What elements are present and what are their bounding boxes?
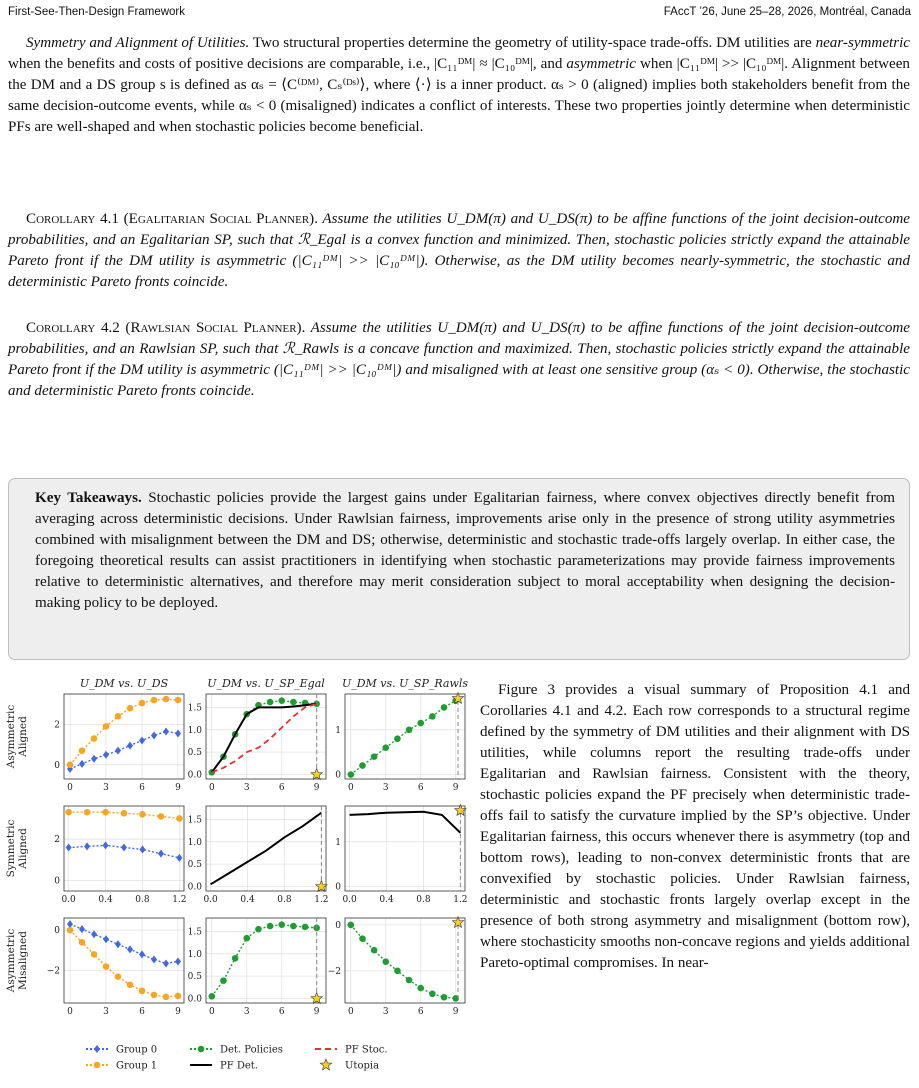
data-point [163,960,169,968]
y-tick-label: 2 [54,835,60,846]
data-point [278,697,285,704]
data-point [103,935,109,943]
data-point [176,815,183,822]
data-point [79,939,86,946]
legend-label-3: PF Det. [220,1060,258,1072]
data-point [348,771,355,778]
column-title-1: U_DM vs. U_SP_Egal [207,677,325,690]
x-tick-label: 6 [417,783,424,793]
y-tick-label: 1.5 [187,815,202,826]
data-point [175,729,181,737]
series-line-det-policies [351,701,456,775]
data-point [175,697,182,704]
data-point [91,755,97,763]
running-header [8,6,911,22]
data-point [394,735,401,742]
y-tick-label: 1 [335,837,341,848]
asymmetric-term: asymmetric [566,56,637,72]
data-point [163,727,169,735]
y-tick-label: 0 [335,882,341,893]
data-point [91,951,98,958]
y-tick-label: 0.5 [187,748,202,759]
data-point [79,925,85,933]
x-tick-label: 9 [313,783,320,793]
data-point [290,699,297,706]
series-line-det-policies [212,701,317,773]
data-point [103,751,109,759]
data-point [176,854,182,862]
data-point [382,744,389,751]
data-point [382,958,389,965]
y-tick-label: 0.0 [187,770,202,781]
data-point [163,994,170,1001]
y-tick-label: 0.0 [187,994,202,1005]
para1-text-c: when |C₁₁ᴰᴹ| >> |C₁₀ᴰᴹ|. Alignment between the DM and a DS group s is defined as αₛ = ⟨C⁽ᴰᴹ⁾, Cₛ⁽ᴰˢ⁾⟩, where ⟨·⟩ is a inner product. αₛ > 0 (aligned) implies both stakeholders benefit from the same decision-outcome events, while αₛ < 0 (misaligned) indicates a conflict of interests. These two properties jointly determine when deterministic PFs are well-shaped and when stochastic policies become beneficial. [8,56,910,135]
corollary-4-2-head: Corollary 4.2 (Rawlsian Social Planner). [26,320,306,336]
x-tick-label: 6 [278,1007,285,1017]
data-point [163,696,170,703]
data-point [102,809,109,816]
x-tick-label: 0 [67,783,73,793]
data-point [255,926,262,933]
y-tick-label: 0.0 [187,882,202,893]
y-tick-label: 0 [54,926,60,937]
data-point [91,930,97,938]
paragraph-runin: Symmetry and Alignment of Utilities. [26,35,250,51]
legend-label-1: Group 1 [116,1060,158,1072]
data-point [115,747,121,755]
x-tick-label: 3 [243,783,250,793]
row-label-1-b: Aligned [17,828,29,869]
data-point [139,846,145,854]
x-tick-label: 3 [382,783,389,793]
y-tick-label: 1 [335,725,341,736]
data-point [243,935,250,942]
corollary-4-1-head: Corollary 4.1 (Egalitarian Social Planner). [26,211,318,227]
data-point [84,809,91,816]
row-label-2-b: Misaligned [17,931,29,990]
data-point [429,991,436,998]
data-point [158,850,164,858]
data-point [91,735,98,742]
legend-label-0: Group 0 [116,1044,158,1056]
figure-3-svg [0,670,470,1083]
legend-marker-1 [94,1062,101,1069]
near-symmetric-term: near-symmetric [815,35,910,51]
data-point [127,981,134,988]
header-venue: FAccT ’26, June 25–28, 2026, Montréal, Canada [663,6,911,18]
x-tick-label: 0 [67,1007,73,1017]
panel-frame [206,918,326,1003]
y-tick-label: 0 [54,760,60,771]
x-tick-label: 1.2 [172,895,187,905]
data-point [290,923,297,930]
data-point [151,731,157,739]
data-point [267,923,274,930]
data-point [429,713,436,720]
x-tick-label: 0.4 [379,895,394,905]
x-tick-label: 6 [417,1007,424,1017]
series-line-pf-det- [350,812,461,833]
legend-marker-2 [198,1046,205,1053]
para1-text-b: when the benefits and costs of positive decisions are comparable, i.e., |C₁₁ᴰᴹ| ≈ |C₁₀ᴰᴹ|, and [8,56,567,72]
x-tick-label: 6 [139,783,145,793]
column-title-2: U_DM vs. U_SP_Rawls [341,677,469,690]
x-tick-label: 0.4 [240,895,255,905]
series-line-group-0 [70,731,178,769]
row-label-2-a: Asymmetric [5,928,17,993]
x-tick-label: 0.0 [61,895,76,905]
data-point [209,993,216,1000]
corollary-4-2-body: Assume the utilities U_DM(π) and U_DS(π) to be affine functions of the joint decision-outcome probabilities, and an Rawlsian SP, such that ℛ_Rawls is a concave function and maximized. Then, stochastic policies strictly expand the attainable Pareto front if the DM utility is asymmetric (|C₁₁ᴰᴹ| >> |C₁₀ᴰᴹ|) and misaligned with at least one sensitive group (αₛ < 0). Otherwise, the stochastic and deterministic Pareto fronts coincide. [8,320,910,399]
legend-marker-0 [94,1045,100,1053]
data-point [158,813,165,820]
x-tick-label: 6 [278,783,285,793]
data-point [417,720,424,727]
figure-3 [0,670,470,1083]
data-point [84,842,90,850]
corollary-4-1-body: Assume the utilities U_DM(π) and U_DS(π) to be affine functions of the joint decision-outcome probabilities, and an Egalitarian SP, such that ℛ_Egal is a convex function and minimized. Then, stochastic policies strictly expand the attainable Pareto front if the DM utility is asymmetric (|C₁₁ᴰᴹ| >> |C₁₀ᴰᴹ|). Otherwise, as the DM utility becomes nearly-symmetric, the stochastic and deterministic Pareto fronts coincide. [8,211,910,290]
data-point [127,705,134,712]
x-tick-label: 0.8 [277,895,292,905]
data-point [417,985,424,992]
legend-marker-5 [320,1059,331,1070]
y-tick-label: 0.5 [187,860,202,871]
data-point [127,742,133,750]
data-point [151,992,158,999]
x-tick-label: 3 [103,1007,109,1017]
data-point [232,955,239,962]
data-point [175,958,181,966]
data-point [267,699,274,706]
data-point [348,922,355,929]
data-point [371,947,378,954]
y-tick-label: 0.5 [187,972,202,983]
data-point [359,762,366,769]
y-tick-label: 1.0 [187,837,202,848]
x-tick-label: 0.4 [98,895,113,905]
series-line-pf-stoc- [212,704,317,773]
data-point [441,704,448,711]
data-point [139,988,146,995]
data-point [103,723,110,730]
legend-label-2: Det. Policies [220,1044,283,1056]
data-point [66,843,72,851]
data-point [67,927,74,934]
legend-label-5: Utopia [345,1060,380,1072]
column-title-0: U_DM vs. U_DS [79,677,169,690]
row-label-0-b: Aligned [17,716,29,757]
panel-frame [206,806,326,891]
data-point [121,843,127,851]
data-point [394,968,401,975]
data-point [441,994,448,1001]
x-tick-label: 0.0 [342,895,357,905]
x-tick-label: 0 [347,1007,354,1017]
x-tick-label: 0.8 [416,895,431,905]
y-tick-label: −2 [46,966,60,977]
x-tick-label: 1.2 [453,895,468,905]
x-tick-label: 3 [243,1007,250,1017]
data-point [151,697,158,704]
data-point [121,810,128,817]
legend-label-4: PF Stoc. [345,1044,388,1056]
key-takeaways-title: Key Takeaways. [35,490,142,506]
series-line-pf-det- [211,813,322,885]
series-line-det-policies [351,925,456,999]
data-point [371,753,378,760]
x-tick-label: 9 [313,1007,320,1017]
data-point [115,713,122,720]
x-tick-label: 9 [452,783,459,793]
data-point [65,809,72,816]
data-point [139,700,146,707]
row-label-0-a: Asymmetric [5,704,17,769]
x-tick-label: 9 [175,783,181,793]
data-point [67,762,74,769]
x-tick-label: 3 [382,1007,389,1017]
x-tick-label: 0.0 [203,895,218,905]
data-point [220,977,227,984]
panel-frame [345,918,465,1003]
series-line-pf-det- [212,704,317,773]
key-takeaways-body: Stochastic policies provide the largest gains under Egalitarian fairness, where convex objectives directly benefit from averaging across deterministic decisions. Under Rawlsian fairness, improvements arise only in the presence of strong utility asymmetries combined with misalignment between the DM and DS; otherwise, deterministic and stochastic trade-offs largely overlap. In either case, the foregoing theoretical results can assist practitioners in identifying when stochastic parameterizations may provide fairness improvements relative to deterministic alternatives, and therefore may merit consideration subject to moral acceptability when designing the decision-making policy to be deployed. [35,490,895,611]
data-point [175,993,182,1000]
data-point [406,726,413,733]
data-point [127,945,133,953]
x-tick-label: 9 [452,1007,459,1017]
paragraph-symmetry [8,33,910,138]
data-point [302,924,309,931]
y-tick-label: 0 [335,770,341,781]
x-tick-label: 9 [175,1007,181,1017]
data-point [139,811,146,818]
header-title: First-See-Then-Design Framework [8,6,186,18]
data-point [103,841,109,849]
x-tick-label: 0 [347,783,354,793]
y-tick-label: 1.0 [187,725,202,736]
corollary-4-2 [8,318,910,402]
para1-text-a: Two structural properties determine the geometry of utility-space trade-offs. DM utilities are [249,35,816,51]
x-tick-label: 3 [103,783,109,793]
y-tick-label: −2 [327,966,341,977]
data-point [151,955,157,963]
y-tick-label: 1.0 [187,949,202,960]
data-point [139,950,145,958]
y-tick-label: 1.5 [187,703,202,714]
x-tick-label: 0 [208,1007,215,1017]
data-point [278,921,285,928]
corollary-4-1 [8,209,910,293]
figure-discussion-text: Figure 3 provides a visual summary of Proposition 4.1 and Corollaries 4.1 and 4.2. Each row corresponds to a structural regime defined by the symmetry of DM utilities and their alignment with DS utilities, while columns report the resulting trade-offs under Egalitarian and Rawlsian fairness. Consistent with the theory, stochastic policies expand the PF precisely when deterministic trade-offs fail to satisfy the curvature implied by the SP’s objective. Under Egalitarian fairness, this occurs whenever there is asymmetry (top and bottom rows), leading to non-convex deterministic fronts that are convexified by stochastic policies. Under Rawlsian fairness, deterministic and stochastic fronts largely overlap except in the presence of both strong asymmetry and misalignment (bottom row), where stochasticity smooths non-concave regions and yields additional Pareto-optimal compromises. In near- [480,682,910,971]
y-tick-label: 1.5 [187,927,202,938]
x-tick-label: 6 [139,1007,145,1017]
data-point [139,737,145,745]
data-point [359,935,366,942]
data-point [103,963,110,970]
y-tick-label: 0 [54,876,60,887]
data-point [406,977,413,984]
series-line-det-policies [212,925,317,997]
data-point [115,940,121,948]
x-tick-label: 0 [208,783,215,793]
series-line-group-1 [70,699,178,765]
data-point [79,760,85,768]
x-tick-label: 1.2 [314,895,329,905]
x-tick-label: 0.8 [135,895,150,905]
row-label-1-a: Symmetric [5,819,17,878]
key-takeaways-box [8,478,910,660]
figure-discussion-paragraph [480,680,910,974]
data-point [115,973,122,980]
series-line-group-1 [70,930,178,997]
y-tick-label: 2 [54,720,60,731]
data-point [79,747,86,754]
y-tick-label: 0 [335,920,341,931]
